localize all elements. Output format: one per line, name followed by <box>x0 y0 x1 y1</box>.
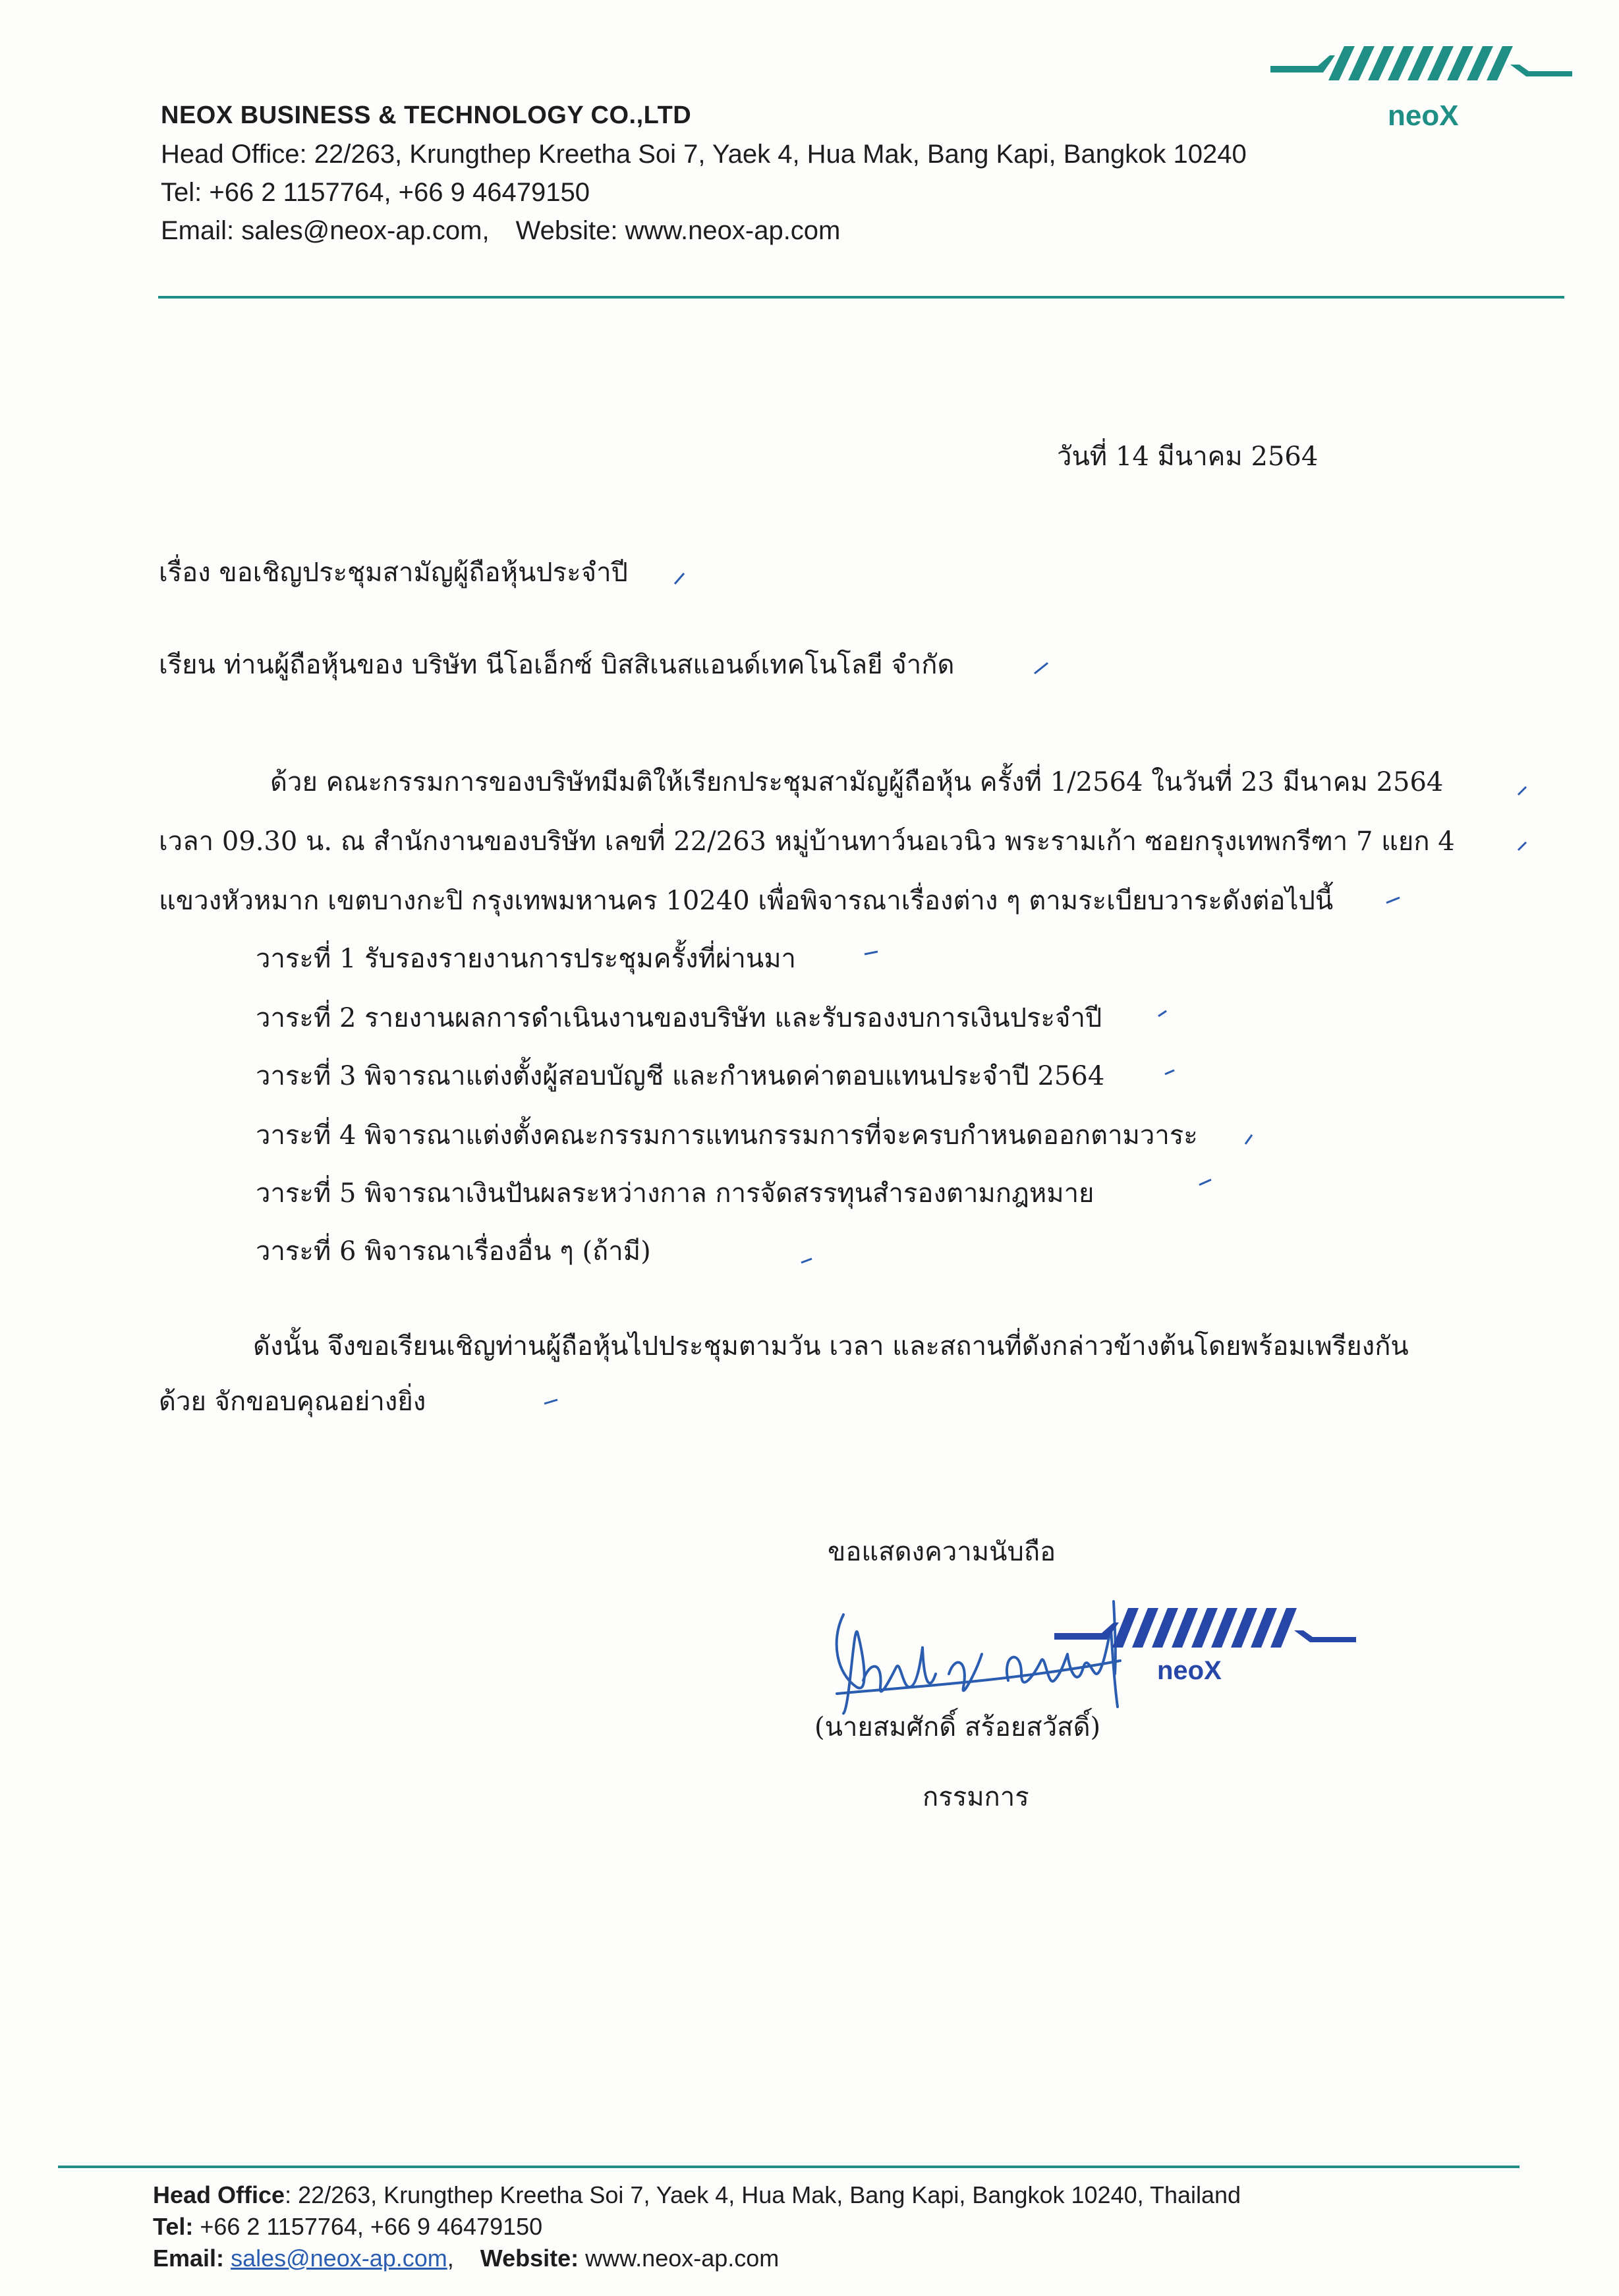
letter-date: วันที่ 14 มีนาคม 2564 <box>1057 442 1319 472</box>
letter-closing: ขอแสดงความนับถือ <box>828 1537 1056 1567</box>
agenda-item: วาระที่ 3 พิจารณาแต่งตั้งผู้สอบบัญชี และกำหนดค่าตอบแทนประจำปี 2564 <box>256 1061 1105 1091</box>
paragraph-line: ด้วย คณะกรรมการของบริษัทมีมติให้เรียกประชุมสามัญผู้ถือหุ้น ครั้งที่ 1/2564 ในวันที่ 23 มีนาคม 2564 <box>270 767 1444 797</box>
signer-title: กรรมการ <box>923 1782 1029 1812</box>
footer-divider <box>58 2166 1520 2168</box>
footer-website-value: www.neox-ap.com <box>579 2245 780 2272</box>
logo-text: neoX <box>1388 100 1459 132</box>
footer-email-link[interactable]: sales@neox-ap.com <box>231 2245 447 2272</box>
paragraph-line: ดังนั้น จึงขอเรียนเชิญท่านผู้ถือหุ้นไปประชุมตามวัน เวลา และสถานที่ดังกล่าวข้างต้นโดยพร้อมเพรียงกัน <box>253 1331 1409 1362</box>
footer-office <box>153 2181 1241 2209</box>
agenda-item: วาระที่ 6 พิจารณาเรื่องอื่น ๆ (ถ้ามี) <box>256 1236 651 1267</box>
header-divider <box>158 296 1564 299</box>
neox-logo-signature <box>1052 1593 1361 1686</box>
paragraph-line: ด้วย จักขอบคุณอย่างยิ่ง <box>159 1387 426 1417</box>
logo-text: neoX <box>1157 1656 1222 1685</box>
company-name: NEOX BUSINESS & TECHNOLOGY CO.,LTD <box>161 101 692 129</box>
header-website: Website: www.neox-ap.com <box>515 216 841 245</box>
paragraph-line: แขวงหัวหมาก เขตบางกะปิ กรุงเทพมหานคร 10240 เพื่อพิจารณาเรื่องต่าง ๆ ตามระเบียบวาระดังต่อไปนี้ <box>159 886 1334 916</box>
letter-recipient: เรียน ท่านผู้ถือหุ้นของ บริษัท นีโอเอ็กซ์ บิสสิเนสแอนด์เทคโนโลยี จำกัด <box>159 650 955 680</box>
footer-tel-label: Tel: <box>153 2213 194 2240</box>
agenda-item: วาระที่ 2 รายงานผลการดำเนินงานของบริษัท และรับรองงบการเงินประจำปี <box>256 1003 1102 1033</box>
agenda-item: วาระที่ 4 พิจารณาแต่งตั้งคณะกรรมการแทนกรรมการที่จะครบกำหนดออกตามวาระ <box>256 1120 1198 1151</box>
footer-contact: Email: sales@neox-ap.com, Website: www.neox-ap.com <box>153 2245 780 2272</box>
footer-tel <box>153 2213 542 2241</box>
signer-name: (นายสมศักดิ์ สร้อยสวัสดิ์) <box>814 1712 1101 1742</box>
footer-tel-value: +66 2 1157764, +66 9 46479150 <box>193 2213 543 2240</box>
header-tel: Tel: +66 2 1157764, +66 9 46479150 <box>161 178 590 207</box>
neox-logo <box>1265 38 1575 137</box>
footer-email-label: Email: <box>153 2245 225 2272</box>
footer-website-label: Website: <box>480 2245 579 2272</box>
header-head-office: Head Office: 22/263, Krungthep Kreetha Soi 7, Yaek 4, Hua Mak, Bang Kapi, Bangkok 10240 <box>161 140 1247 169</box>
paragraph-line: เวลา 09.30 น. ณ สำนักงานของบริษัท เลขที่ 22/263 หมู่บ้านทาว์นอเวนิว พระรามเก้า ซอยกรุงเทพกรีฑา 7 แยก 4 <box>159 826 1455 857</box>
agenda-item: วาระที่ 1 รับรองรายงานการประชุมครั้งที่ผ่านมา <box>256 944 797 974</box>
letter-subject: เรื่อง ขอเชิญประชุมสามัญผู้ถือหุ้นประจำปี <box>159 558 628 588</box>
header-email: Email: sales@neox-ap.com, <box>161 216 490 245</box>
header-contact <box>161 216 840 246</box>
footer-office-value: : 22/263, Krungthep Kreetha Soi 7, Yaek 4, Hua Mak, Bang Kapi, Bangkok 10240, Thailand <box>285 2181 1241 2208</box>
agenda-item: วาระที่ 5 พิจารณาเงินปันผลระหว่างกาล การจัดสรรทุนสำรองตามกฎหมาย <box>256 1178 1094 1209</box>
footer-office-label: Head Office <box>153 2181 285 2208</box>
